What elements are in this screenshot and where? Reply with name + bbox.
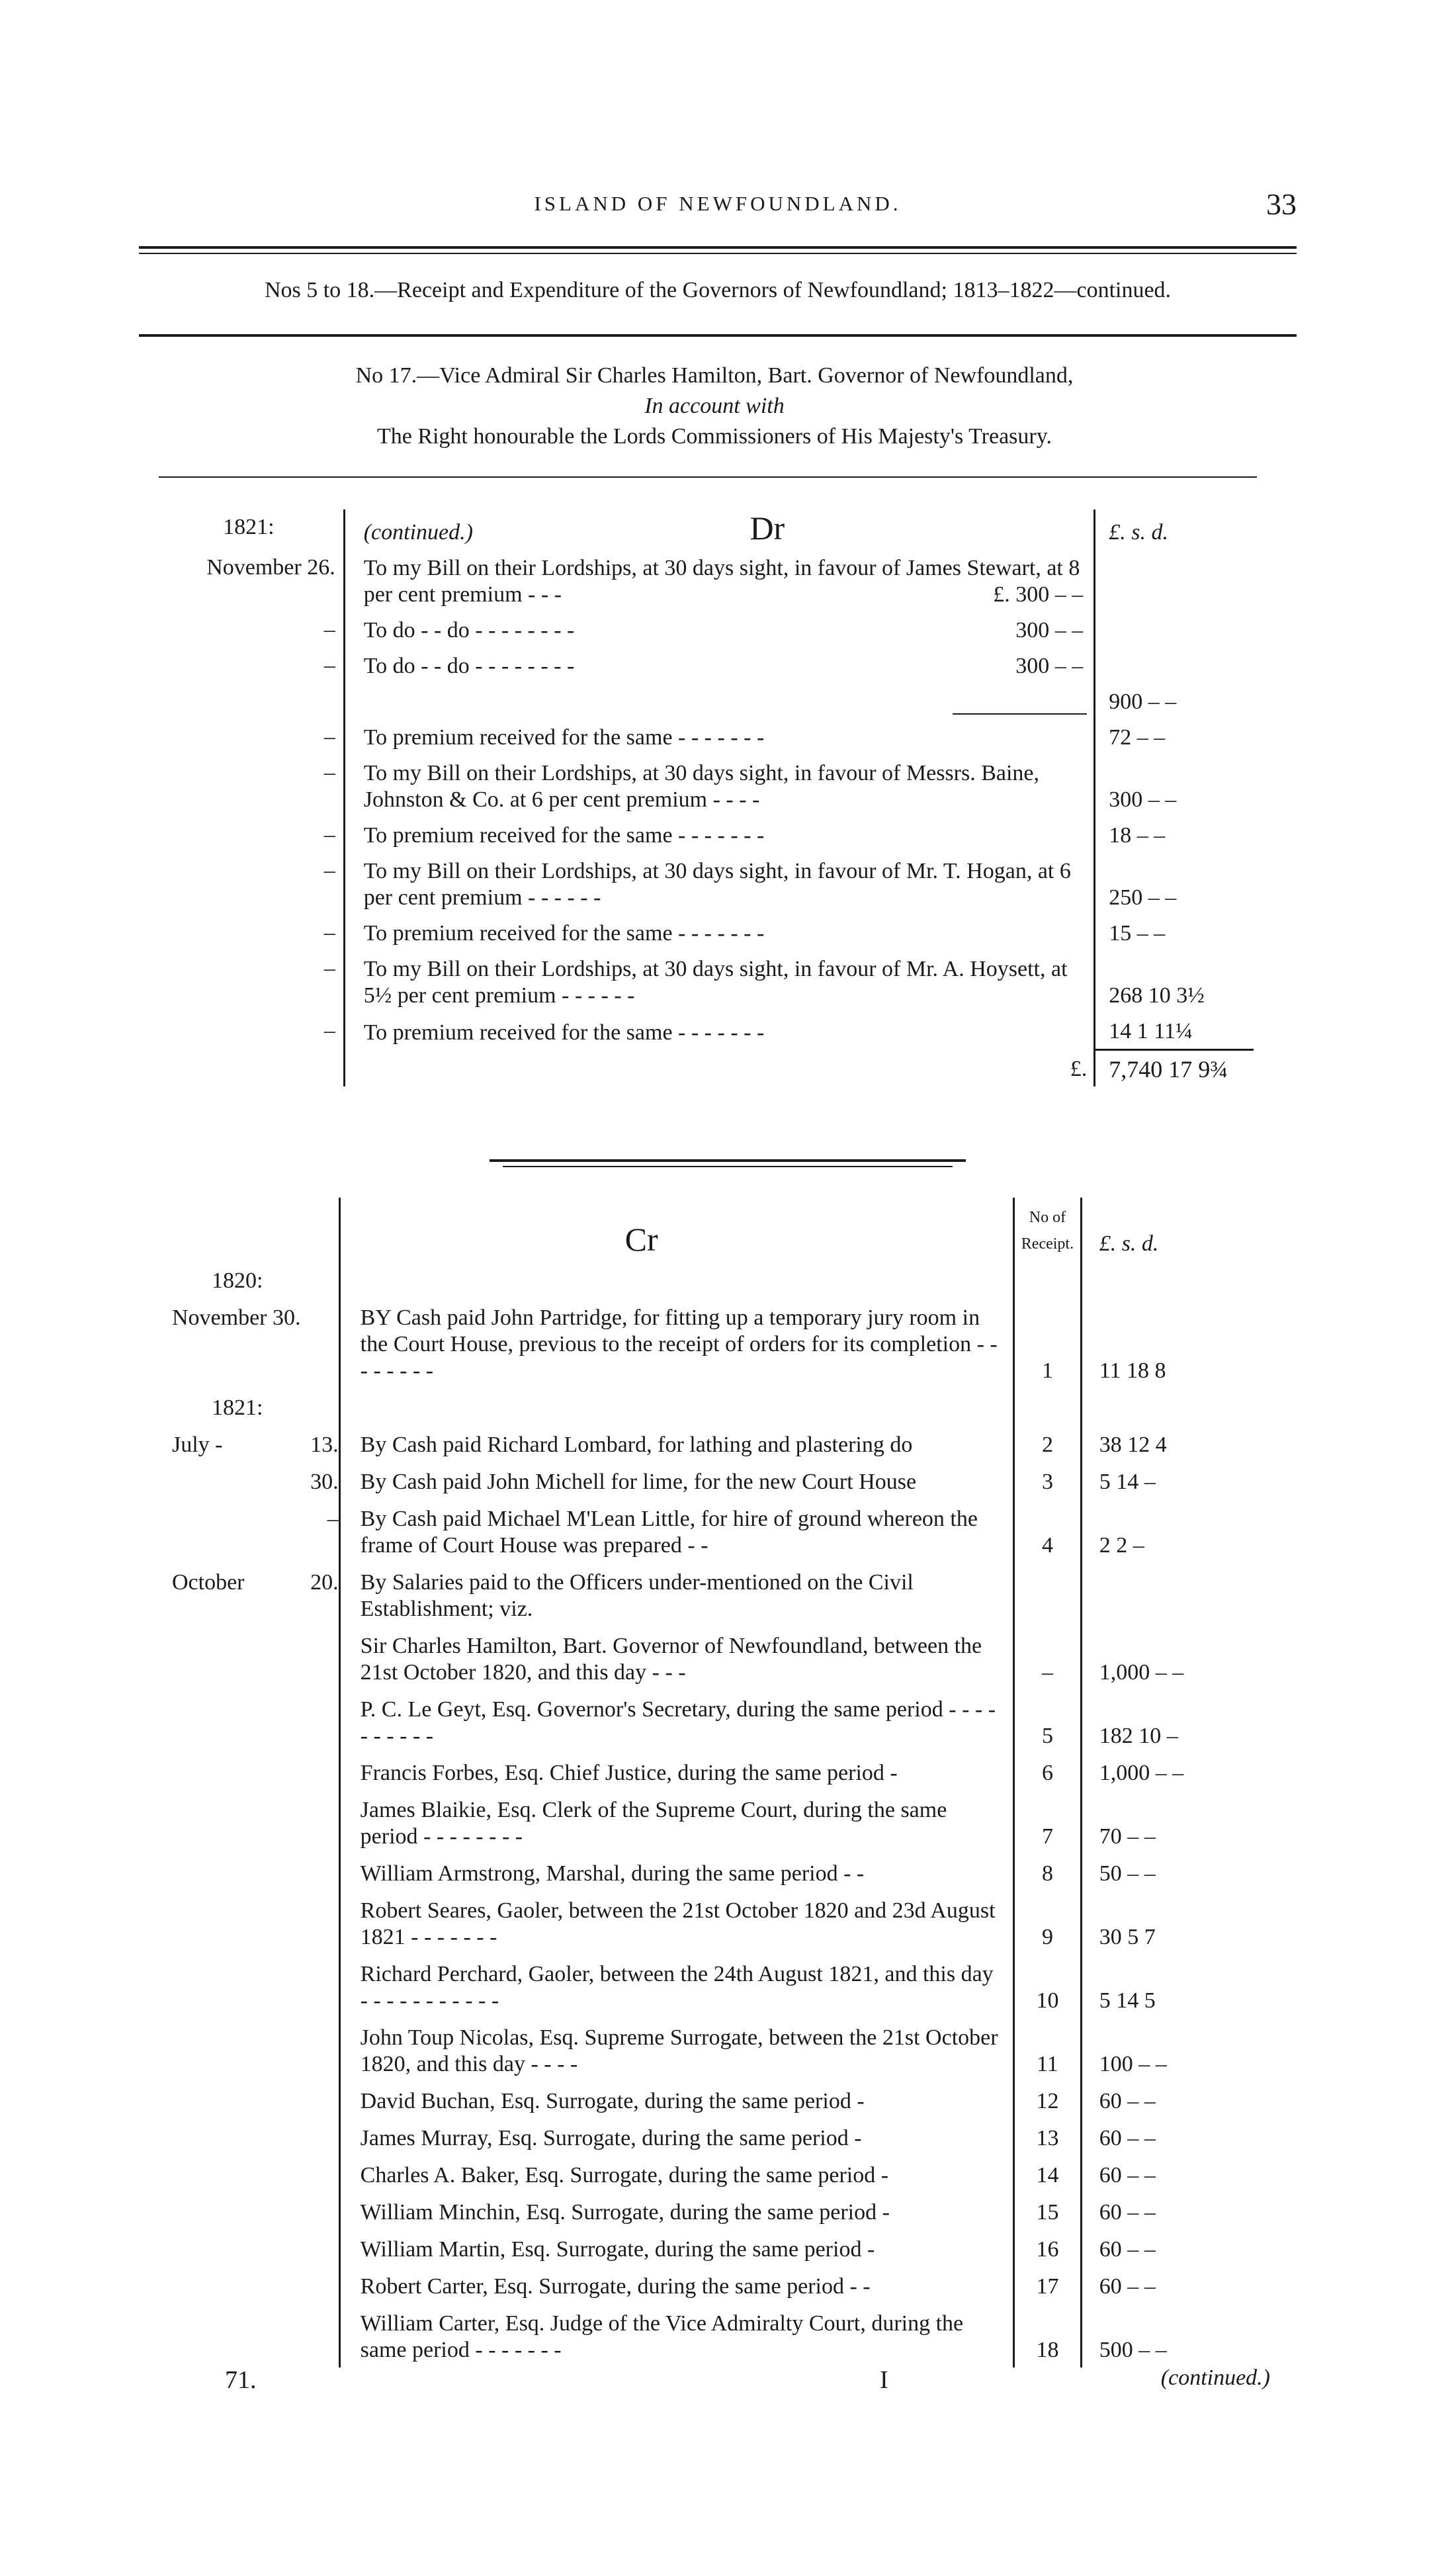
debit-total-row <box>162 1050 1254 1087</box>
debit-text: To premium received for the same - - - - - - - <box>363 725 765 750</box>
debit-amount: 250 – – <box>1095 853 1254 915</box>
debit-inner-amount: £. 300 – – <box>993 582 1084 607</box>
credit-date <box>172 1462 339 1499</box>
credit-description: By Salaries paid to the Officers under-mentioned on the Civil Establishment; viz. <box>339 1563 1014 1626</box>
credit-row <box>172 1790 1250 1854</box>
credit-receipt-number: – <box>1014 1626 1082 1690</box>
credit-row <box>172 1462 1250 1499</box>
credit-amount: 1,000 – – <box>1081 1753 1250 1790</box>
credit-receipt-number: 16 <box>1014 2230 1082 2267</box>
page-header <box>139 187 1297 232</box>
debit-date: – <box>323 822 335 847</box>
debit-amount: 15 – – <box>1095 915 1254 951</box>
credit-row <box>172 2156 1250 2193</box>
credit-amount: 100 – – <box>1081 2018 1250 2082</box>
credit-receipt-number: 11 <box>1014 2018 1082 2082</box>
debit-date: – <box>323 653 335 678</box>
account-rule <box>159 476 1257 478</box>
credit-description: William Martin, Esq. Surrogate, during the same period - <box>339 2230 1014 2267</box>
debit-row <box>162 1013 1254 1050</box>
continued-note: (continued.) <box>1160 2365 1270 2390</box>
credit-row <box>172 2267 1250 2304</box>
debit-total-date <box>162 1050 344 1087</box>
running-title: ISLAND OF NEWFOUNDLAND. <box>534 192 902 215</box>
credit-date-month: October <box>172 1570 245 1595</box>
credit-row <box>172 1298 1250 1388</box>
credit-date <box>172 2304 339 2367</box>
credit-receipt-number: 7 <box>1014 1790 1082 1854</box>
credit-row <box>172 1753 1250 1790</box>
credit-date <box>172 1891 339 1955</box>
credit-description: William Carter, Esq. Judge of the Vice Admiralty Court, during the same period - - - - - - - <box>339 2304 1014 2367</box>
credit-description: Francis Forbes, Esq. Chief Justice, during the same period - <box>339 1753 1014 1790</box>
credit-date <box>172 2018 339 2082</box>
credit-date-month: July - <box>172 1433 223 1457</box>
credit-description: Sir Charles Hamilton, Bart. Governor of Newfoundland, between the 21st October 1820, and this day - - - <box>339 1626 1014 1690</box>
debit-year: 1821: <box>223 515 275 539</box>
receipt-header: No of Receipt. <box>1014 1198 1082 1261</box>
debit-text: To my Bill on their Lordships, at 30 days sight, in favour of Mr. T. Hogan, at 6 per cent premium - - - - - - <box>363 859 1071 910</box>
credit-amount: 1,000 – – <box>1081 1626 1250 1690</box>
credit-description: James Murray, Esq. Surrogate, during the same period - <box>339 2119 1014 2156</box>
credit-row <box>172 1261 1250 1298</box>
credit-description: Richard Perchard, Gaoler, between the 24th August 1821, and this day - - - - - - - - - - - <box>339 1955 1014 2018</box>
debit-text: To my Bill on their Lordships, at 30 days sight, in favour of Mr. A. Hoysett, at 5½ per cent premium - - - - - - <box>363 957 1068 1008</box>
debit-inner-amount: 300 – – <box>1015 654 1084 678</box>
credit-row <box>172 1891 1250 1955</box>
credit-amount <box>1081 1261 1250 1298</box>
debit-date: – <box>323 1018 335 1043</box>
credit-description <box>339 1388 1014 1425</box>
credit-amount-header: £. s. d. <box>1081 1198 1250 1261</box>
debit-continued: (continued.) <box>363 520 473 545</box>
debit-amount: 900 – – <box>1095 684 1254 719</box>
debit-amount: 300 – – <box>1095 755 1254 817</box>
credit-amount: 50 – – <box>1081 1854 1250 1891</box>
credit-date <box>172 1261 339 1298</box>
credit-date <box>172 1298 339 1388</box>
credit-amount: 5 14 5 <box>1081 1955 1250 2018</box>
account-heading <box>198 361 1230 452</box>
credit-amount: 60 – – <box>1081 2267 1250 2304</box>
credit-date <box>172 2082 339 2119</box>
credit-row <box>172 2230 1250 2267</box>
credit-side-label: Cr <box>624 1221 658 1258</box>
credit-date-day: 20. <box>310 1570 339 1595</box>
debit-row <box>162 755 1254 817</box>
credit-row <box>172 2193 1250 2230</box>
section-title: Nos 5 to 18.—Receipt and Expenditure of the Governors of Newfoundland; 1813–1822—continued. <box>264 278 1172 302</box>
credit-row <box>172 1388 1250 1425</box>
debit-date <box>162 684 344 719</box>
account-line-2: In account with <box>644 394 785 418</box>
credit-description: William Minchin, Esq. Surrogate, during the same period - <box>339 2193 1014 2230</box>
debit-amount: 72 – – <box>1095 719 1254 755</box>
debit-description <box>344 550 1095 612</box>
credit-receipt-number: 4 <box>1014 1499 1082 1563</box>
debit-description <box>344 755 1095 817</box>
debit-amount <box>1095 550 1254 612</box>
page-footer <box>225 2365 1270 2399</box>
section-rule <box>139 334 1297 337</box>
credit-date <box>172 2267 339 2304</box>
credit-amount: 500 – – <box>1081 2304 1250 2367</box>
debit-inner-amount: 300 – – <box>1015 618 1084 642</box>
credit-amount: 70 – – <box>1081 1790 1250 1854</box>
credit-row <box>172 1690 1250 1753</box>
debit-text: To my Bill on their Lordships, at 30 days sight, in favour of Messrs. Baine, Johnston & Co. at 6 per cent premium - - - - <box>363 761 1040 812</box>
debit-row <box>162 550 1254 612</box>
debit-row <box>162 648 1254 684</box>
credit-date-day: 30. <box>310 1470 339 1494</box>
credit-date <box>172 1790 339 1854</box>
subtotal-rule <box>953 713 1088 715</box>
credit-receipt-number: 15 <box>1014 2193 1082 2230</box>
debit-amount <box>1095 648 1254 684</box>
credit-description: David Buchan, Esq. Surrogate, during the same period - <box>339 2082 1014 2119</box>
credit-row <box>172 1563 1250 1626</box>
debit-total-label: £. <box>344 1050 1095 1087</box>
credit-date <box>172 1854 339 1891</box>
debit-date: November 26. <box>206 555 335 580</box>
signature-mark: 71. <box>225 2366 257 2394</box>
debit-table <box>162 509 1254 1086</box>
debit-row <box>162 951 1254 1013</box>
credit-row <box>172 2304 1250 2367</box>
credit-description: By Cash paid John Michell for lime, for the new Court House <box>339 1462 1014 1499</box>
debit-row <box>162 817 1254 853</box>
credit-receipt-number: 9 <box>1014 1891 1082 1955</box>
debit-description <box>344 817 1095 853</box>
gathering-letter: I <box>880 2366 888 2394</box>
debit-amount <box>1095 612 1254 648</box>
debit-description <box>344 951 1095 1013</box>
debit-row <box>162 915 1254 951</box>
credit-row <box>172 1955 1250 2018</box>
credit-header-row <box>172 1198 1250 1261</box>
debit-header-cell <box>344 509 1095 550</box>
credit-amount: 182 10 – <box>1081 1690 1250 1753</box>
credit-receipt-number <box>1014 1388 1082 1425</box>
credit-date <box>172 2156 339 2193</box>
debit-date: – <box>323 920 335 945</box>
debit-amount: 268 10 3½ <box>1095 951 1254 1013</box>
credit-row <box>172 1499 1250 1563</box>
credit-date-month: 1820: <box>212 1268 263 1293</box>
credit-row <box>172 1425 1250 1462</box>
debit-row <box>162 853 1254 915</box>
credit-date-month: November 30. <box>172 1305 301 1330</box>
debit-text: To do - - do - - - - - - - - <box>363 618 575 642</box>
debit-description <box>344 648 1095 684</box>
credit-date <box>172 1499 339 1563</box>
debit-row <box>162 684 1254 719</box>
credit-date <box>172 2230 339 2267</box>
credit-description: John Toup Nicolas, Esq. Supreme Surrogate, between the 21st October 1820, and this day - - - - <box>339 2018 1014 2082</box>
credit-date <box>172 1388 339 1425</box>
credit-receipt-number: 2 <box>1014 1425 1082 1462</box>
header-rule-bottom <box>139 253 1297 254</box>
debit-text: To my Bill on their Lordships, at 30 days sight, in favour of James Stewart, at 8 per cent premium - - - <box>363 556 1080 607</box>
credit-receipt-number: 18 <box>1014 2304 1082 2367</box>
credit-date <box>172 2193 339 2230</box>
credit-date <box>172 1753 339 1790</box>
debit-amount: 18 – – <box>1095 817 1254 853</box>
credit-amount: 60 – – <box>1081 2156 1250 2193</box>
credit-description: P. C. Le Geyt, Esq. Governor's Secretary, during the same period - - - - - - - - - - <box>339 1690 1014 1753</box>
credit-receipt-number: 12 <box>1014 2082 1082 2119</box>
credit-amount: 60 – – <box>1081 2193 1250 2230</box>
credit-date-day: 13. <box>310 1433 339 1457</box>
debit-total: 7,740 17 9¾ <box>1095 1050 1254 1087</box>
debit-text: To premium received for the same - - - - - - - <box>363 823 765 848</box>
credit-description: By Cash paid Richard Lombard, for lathing and plastering do <box>339 1425 1014 1462</box>
credit-amount: 2 2 – <box>1081 1499 1250 1563</box>
page-number: 33 <box>1266 187 1297 221</box>
credit-description: BY Cash paid John Partridge, for fitting up a temporary jury room in the Court House, previous to the receipt of orders for its completion - - - - - - - - <box>339 1298 1014 1388</box>
credit-receipt-number: 17 <box>1014 2267 1082 2304</box>
credit-header-cell <box>339 1198 1014 1261</box>
credit-receipt-number: 3 <box>1014 1462 1082 1499</box>
credit-row <box>172 2082 1250 2119</box>
credit-amount: 30 5 7 <box>1081 1891 1250 1955</box>
credit-description: Charles A. Baker, Esq. Surrogate, during the same period - <box>339 2156 1014 2193</box>
credit-date <box>172 1690 339 1753</box>
credit-amount: 60 – – <box>1081 2230 1250 2267</box>
debit-description <box>344 915 1095 951</box>
credit-receipt-number: 5 <box>1014 1690 1082 1753</box>
credit-receipt-number: 10 <box>1014 1955 1082 2018</box>
credit-date <box>172 1563 339 1626</box>
debit-description <box>344 612 1095 648</box>
debit-text: To do - - do - - - - - - - - <box>363 654 575 678</box>
credit-receipt-number <box>1014 1563 1082 1626</box>
account-line-3: The Right honourable the Lords Commissioners of His Majesty's Treasury. <box>376 424 1052 449</box>
debit-description <box>344 719 1095 755</box>
account-line-1: No 17.—Vice Admiral Sir Charles Hamilton, Bart. Governor of Newfoundland, <box>355 363 1074 388</box>
credit-description: By Cash paid Michael M'Lean Little, for hire of ground whereon the frame of Court House was prepared - - <box>339 1499 1014 1563</box>
credit-amount <box>1081 1388 1250 1425</box>
credit-receipt-number <box>1014 1261 1082 1298</box>
credit-receipt-number: 8 <box>1014 1854 1082 1891</box>
credit-row <box>172 1854 1250 1891</box>
debit-side-label: Dr <box>749 509 785 547</box>
debit-text: To premium received for the same - - - - - - - <box>363 1020 765 1045</box>
credit-description: William Armstrong, Marshal, during the same period - - <box>339 1854 1014 1891</box>
debit-date: – <box>323 760 335 785</box>
credit-amount: 60 – – <box>1081 2082 1250 2119</box>
debit-date: – <box>323 725 335 749</box>
credit-date <box>172 1425 339 1462</box>
credit-receipt-number: 6 <box>1014 1753 1082 1790</box>
credit-description: Robert Seares, Gaoler, between the 21st October 1820 and 23d August 1821 - - - - - - - <box>339 1891 1014 1955</box>
debit-text: To premium received for the same - - - - - - - <box>363 921 765 946</box>
header-rule-top <box>139 246 1297 249</box>
credit-amount: 60 – – <box>1081 2119 1250 2156</box>
credit-row <box>172 2119 1250 2156</box>
debit-description <box>344 684 1095 719</box>
credit-date <box>172 1955 339 2018</box>
credit-receipt-number: 1 <box>1014 1298 1082 1388</box>
credit-receipt-number: 14 <box>1014 2156 1082 2193</box>
debit-date: – <box>323 858 335 883</box>
credit-table <box>172 1198 1250 2367</box>
debit-date: – <box>323 956 335 981</box>
debit-header-row <box>162 509 1254 550</box>
credit-date-day: – <box>327 1507 339 1531</box>
credit-description: James Blaikie, Esq. Clerk of the Supreme Court, during the same period - - - - - - - - <box>339 1790 1014 1854</box>
credit-row <box>172 2018 1250 2082</box>
credit-date <box>172 2119 339 2156</box>
credit-date-month: 1821: <box>212 1395 263 1420</box>
debit-row <box>162 612 1254 648</box>
debit-date: – <box>323 617 335 642</box>
credit-row <box>172 1626 1250 1690</box>
mid-rule-1 <box>490 1159 966 1162</box>
credit-date <box>172 1626 339 1690</box>
credit-amount: 5 14 – <box>1081 1462 1250 1499</box>
credit-amount: 38 12 4 <box>1081 1425 1250 1462</box>
credit-receipt-number: 13 <box>1014 2119 1082 2156</box>
debit-description <box>344 853 1095 915</box>
mid-rule-2 <box>503 1166 953 1167</box>
debit-amount: 14 1 11¼ <box>1095 1013 1254 1050</box>
credit-amount <box>1081 1563 1250 1626</box>
debit-amount-header: £. s. d. <box>1095 509 1254 550</box>
credit-description: Robert Carter, Esq. Surrogate, during the same period - - <box>339 2267 1014 2304</box>
credit-description <box>339 1261 1014 1298</box>
debit-row <box>162 719 1254 755</box>
credit-amount: 11 18 8 <box>1081 1298 1250 1388</box>
debit-description <box>344 1013 1095 1050</box>
